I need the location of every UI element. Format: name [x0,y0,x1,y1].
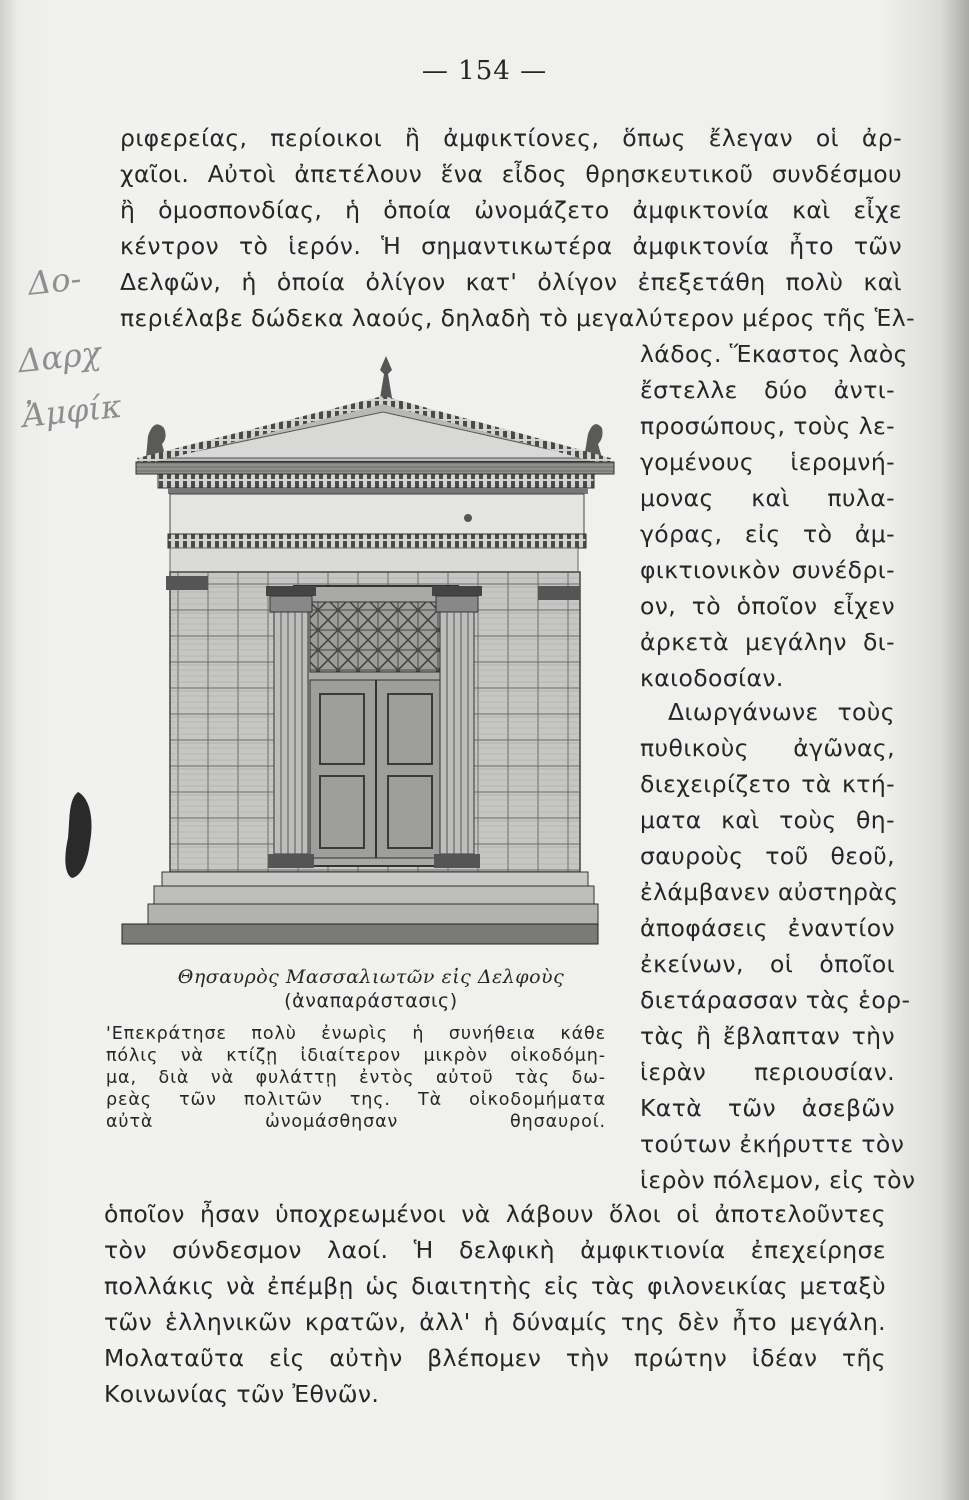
text-line: Μολαταῦτα εἰς αὐτὴν βλέπομεν τὴν πρώτην ἰδέαν τῆς [104,1344,886,1372]
text-line: καιοδοσίαν. [640,664,784,692]
figure-note-line: 'Επεκράτησε πολὺ ἐνωρὶς ἡ συνήθεια κάθε [106,1024,606,1044]
text-line: προσώπους, τοὺς λε- [640,412,895,440]
figure-note-line: πόλις νὰ κτίζῃ ἰδιαίτερον μικρὸν οἰκοδόμη- [106,1046,606,1066]
text-line: φικτιονικὸν συνέδρι- [640,556,895,584]
text-line: ἢ ὁμοσπονδίας, ἡ ὁποία ὠνομάζετο ἀμφικτονία καὶ εἶχε [120,196,902,224]
text-line: ματα καὶ τοὺς θη- [640,806,895,834]
text-line: ἀποφάσεις ἐναντίον [640,914,895,942]
text-line: τῶν ἑλληνικῶν κρατῶν, ἀλλ' ἡ δύναμίς της δὲν ἦτο μεγάλη. [104,1308,886,1336]
figure-note-line: ρεὰς τῶν πολιτῶν της. Τὰ οἰκοδομήματα [106,1090,606,1110]
text-line: διετάρασσαν τὰς ἑορ- [640,986,911,1014]
text-line: ριφερείας, περίοικοι ἢ ἀμφικτίονες, ὅπως ἔλεγαν οἱ ἀρ- [120,124,902,152]
text-line: κέντρον τὸ ἱερόν. Ἡ σημαντικωτέρα ἀμφικτονία ἦτο τῶν [120,232,902,260]
text-line: Διωργάνωνε τοὺς [668,698,895,726]
handwritten-note: Δαρχ [16,333,103,381]
text-line: τούτων ἐκήρυττε τὸν [640,1130,905,1158]
text-line: τὰς ἢ ἔβλαπταν τὴν [640,1022,895,1050]
figure-caption-title: Θησαυρὸς Μασσαλιωτῶν εἰς Δελφοὺς [177,966,565,988]
text-line: λάδος. Ἕκαστος λαὸς [640,340,908,368]
text-line: ὁποῖον ἦσαν ὑποχρεωμένοι νὰ λάβουν ὅλοι οἱ ἀποτελοῦντες [104,1200,886,1228]
handwritten-note: Ἀμφίκ [20,386,124,436]
text-line: περιέλαβε δώδεκα λαούς, δηλαδὴ τὸ μεγαλύτερον μέρος τῆς Ἑλ- [120,304,915,332]
text-line: ἱερὰν περιουσίαν. [640,1058,895,1086]
text-line: σαυροὺς τοῦ θεοῦ, [640,842,895,870]
text-line: τὸν σύνδεσμον λαοί. Ἡ δελφικὴ ἀμφικτιονία ἐπεχείρησε [104,1236,886,1264]
text-line: ἐλάμβανεν αὐστηρὰς [640,878,899,906]
text-line: ον, τὸ ὁποῖον εἶχεν [640,592,895,620]
treasury-illustration [118,350,618,950]
text-line: πολλάκις νὰ ἐπέμβῃ ὡς διαιτητὴς εἰς τὰς φιλονεικίας μεταξὺ [104,1272,886,1300]
figure-caption-subtitle: (ἀναπαράστασις) [284,990,458,1012]
ink-smudge [60,790,100,880]
text-line: ἔστελλε δύο ἀντι- [640,376,895,404]
text-line: χαῖοι. Αὐτοὶ ἀπετέλουν ἕνα εἶδος θρησκευτικοῦ συνδέσμου [120,160,902,188]
figure-note-line: αὐτὰ ὠνομάσθησαν θησαυροί. [106,1112,606,1132]
figure-note-line: μα, διὰ νὰ φυλάττῃ ἐντὸς αὐτοῦ τὰς δω- [106,1068,606,1088]
text-line: ἀρκετὰ μεγάλην δι- [640,628,895,656]
text-line: Κατὰ τῶν ἀσεβῶν [640,1094,895,1122]
text-line: πυθικοὺς ἀγῶνας, [640,734,895,762]
text-line: ἐκείνων, οἱ ὁποῖοι [640,950,895,978]
text-line: γομένους ἱερομνή- [640,448,895,476]
handwritten-note: Δο- [26,259,84,303]
text-line: Δελφῶν, ἡ ὁποία ὀλίγον κατ' ὀλίγον ἐπεξετάθη πολὺ καὶ [120,268,902,296]
text-line: ἱερὸν πόλεμον, εἰς τὸν [640,1166,916,1194]
text-line: διεχειρίζετο τὰ κτή- [640,770,895,798]
text-line: Κοινωνίας τῶν Ἐθνῶν. [104,1380,380,1408]
text-line: γόρας, εἰς τὸ ἀμ- [640,520,895,548]
page-number: — 154 — [421,56,548,86]
text-line: μονας καὶ πυλα- [640,484,895,512]
